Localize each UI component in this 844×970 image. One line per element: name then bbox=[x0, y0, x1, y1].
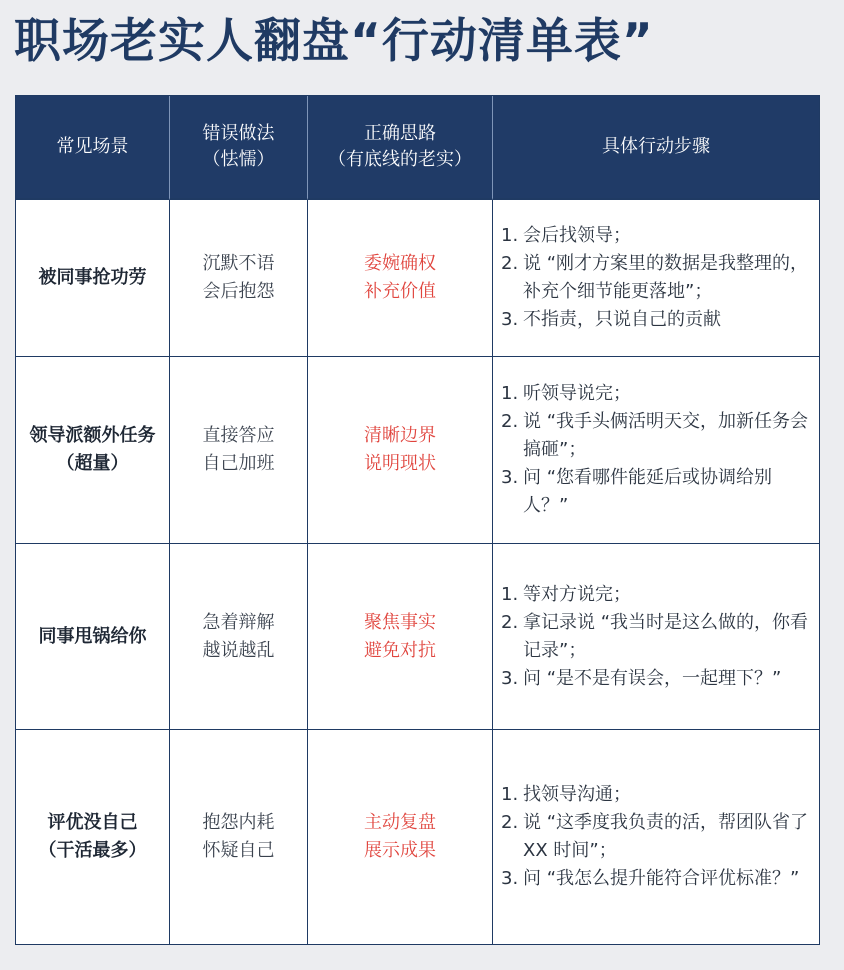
wrong-line: 抱怨内耗 bbox=[202, 812, 275, 833]
step-text: 不指责，只说自己的贡献 bbox=[523, 309, 721, 330]
step-text: 说 “刚才方案里的数据是我整理的，补充个细节能更落地”； bbox=[523, 253, 809, 302]
step-item bbox=[501, 781, 809, 809]
step-item bbox=[501, 809, 809, 865]
right-line: 展示成果 bbox=[364, 840, 436, 861]
header-scene-line: 常见场景 bbox=[56, 136, 129, 157]
step-text: 问 “您看哪件能延后或协调给别人？” bbox=[523, 467, 773, 516]
step-item bbox=[501, 865, 809, 893]
step-item bbox=[501, 464, 809, 520]
row-right bbox=[308, 357, 493, 544]
row-steps bbox=[493, 544, 819, 730]
step-text: 问 “我怎么提升能符合评优标准？” bbox=[523, 868, 800, 889]
row-scene bbox=[16, 544, 170, 730]
step-item bbox=[501, 250, 809, 306]
step-list bbox=[501, 222, 809, 334]
step-number: 2. bbox=[501, 812, 519, 833]
header-right-line: 正确思路 bbox=[364, 123, 436, 144]
header-wrong bbox=[170, 96, 308, 200]
wrong-line: 直接答应 bbox=[202, 425, 275, 446]
header-wrong-note: （怯懦） bbox=[202, 149, 275, 170]
step-number: 3. bbox=[501, 309, 519, 330]
step-list bbox=[501, 380, 809, 520]
header-steps bbox=[493, 96, 819, 200]
header-steps-line: 具体行动步骤 bbox=[602, 136, 710, 157]
right-line: 聚焦事实 bbox=[364, 611, 436, 633]
header-right bbox=[308, 96, 493, 200]
step-item bbox=[501, 581, 809, 609]
step-item bbox=[501, 380, 809, 408]
step-number: 1. bbox=[501, 784, 519, 805]
header-wrong-line: 错误做法 bbox=[202, 123, 275, 144]
step-item bbox=[501, 609, 809, 665]
step-text: 拿记录说 “我当时是这么做的，你看记录”； bbox=[523, 611, 809, 661]
row-steps bbox=[493, 357, 819, 544]
step-item bbox=[501, 306, 809, 334]
wrong-line: 沉默不语 bbox=[202, 253, 275, 274]
wrong-line: 怀疑自己 bbox=[202, 840, 275, 861]
step-number: 2. bbox=[501, 611, 519, 633]
scene-line: （干活最多） bbox=[38, 840, 147, 861]
step-list bbox=[501, 581, 809, 693]
row-right bbox=[308, 544, 493, 730]
step-number: 3. bbox=[501, 667, 519, 689]
right-line: 主动复盘 bbox=[364, 812, 436, 833]
step-number: 2. bbox=[501, 411, 519, 432]
step-number: 1. bbox=[501, 225, 519, 246]
scene-line: 领导派额外任务 bbox=[29, 425, 156, 446]
row-right bbox=[308, 730, 493, 944]
step-number: 3. bbox=[501, 467, 519, 488]
step-text: 找领导沟通； bbox=[523, 784, 631, 805]
scene-line: 被同事抢功劳 bbox=[38, 267, 147, 288]
row-scene bbox=[16, 200, 170, 357]
step-number: 2. bbox=[501, 253, 519, 274]
wrong-line: 会后抱怨 bbox=[202, 281, 275, 302]
scene-line: 同事甩锅给你 bbox=[38, 625, 147, 647]
row-right bbox=[308, 200, 493, 357]
step-text: 问 “是不是有误会，一起理下？” bbox=[523, 667, 782, 689]
row-scene bbox=[16, 357, 170, 544]
step-text: 等对方说完； bbox=[523, 583, 631, 605]
step-text: 听领导说完； bbox=[523, 383, 631, 404]
right-line: 清晰边界 bbox=[364, 425, 436, 446]
page-title: 职场老实人翻盘“行动清单表” bbox=[14, 14, 654, 69]
right-line: 补充价值 bbox=[364, 281, 436, 302]
header-scene bbox=[16, 96, 170, 200]
row-wrong bbox=[170, 200, 308, 357]
step-text: 说 “我手头俩活明天交，加新任务会搞砸”； bbox=[523, 411, 809, 460]
step-list bbox=[501, 781, 809, 893]
step-number: 1. bbox=[501, 383, 519, 404]
row-wrong bbox=[170, 730, 308, 944]
scene-line: （超量） bbox=[56, 453, 129, 474]
right-line: 说明现状 bbox=[364, 453, 436, 474]
right-line: 避免对抗 bbox=[364, 639, 436, 661]
header-right-note: （有底线的老实） bbox=[328, 149, 472, 170]
step-item bbox=[501, 665, 809, 693]
step-text: 会后找领导； bbox=[523, 225, 631, 246]
wrong-line: 越说越乱 bbox=[202, 639, 275, 661]
row-wrong bbox=[170, 544, 308, 730]
row-steps bbox=[493, 200, 819, 357]
right-line: 委婉确权 bbox=[364, 253, 436, 274]
step-number: 1. bbox=[501, 583, 519, 605]
row-steps bbox=[493, 730, 819, 944]
step-item bbox=[501, 222, 809, 250]
row-scene bbox=[16, 730, 170, 944]
scene-line: 评优没自己 bbox=[47, 812, 138, 833]
step-number: 3. bbox=[501, 868, 519, 889]
step-text: 说 “这季度我负责的活，帮团队省了 XX 时间”； bbox=[523, 812, 809, 861]
step-item bbox=[501, 408, 809, 464]
table-grid bbox=[16, 96, 819, 944]
row-wrong bbox=[170, 357, 308, 544]
wrong-line: 自己加班 bbox=[202, 453, 275, 474]
wrong-line: 急着辩解 bbox=[202, 611, 275, 633]
action-table bbox=[15, 95, 820, 945]
